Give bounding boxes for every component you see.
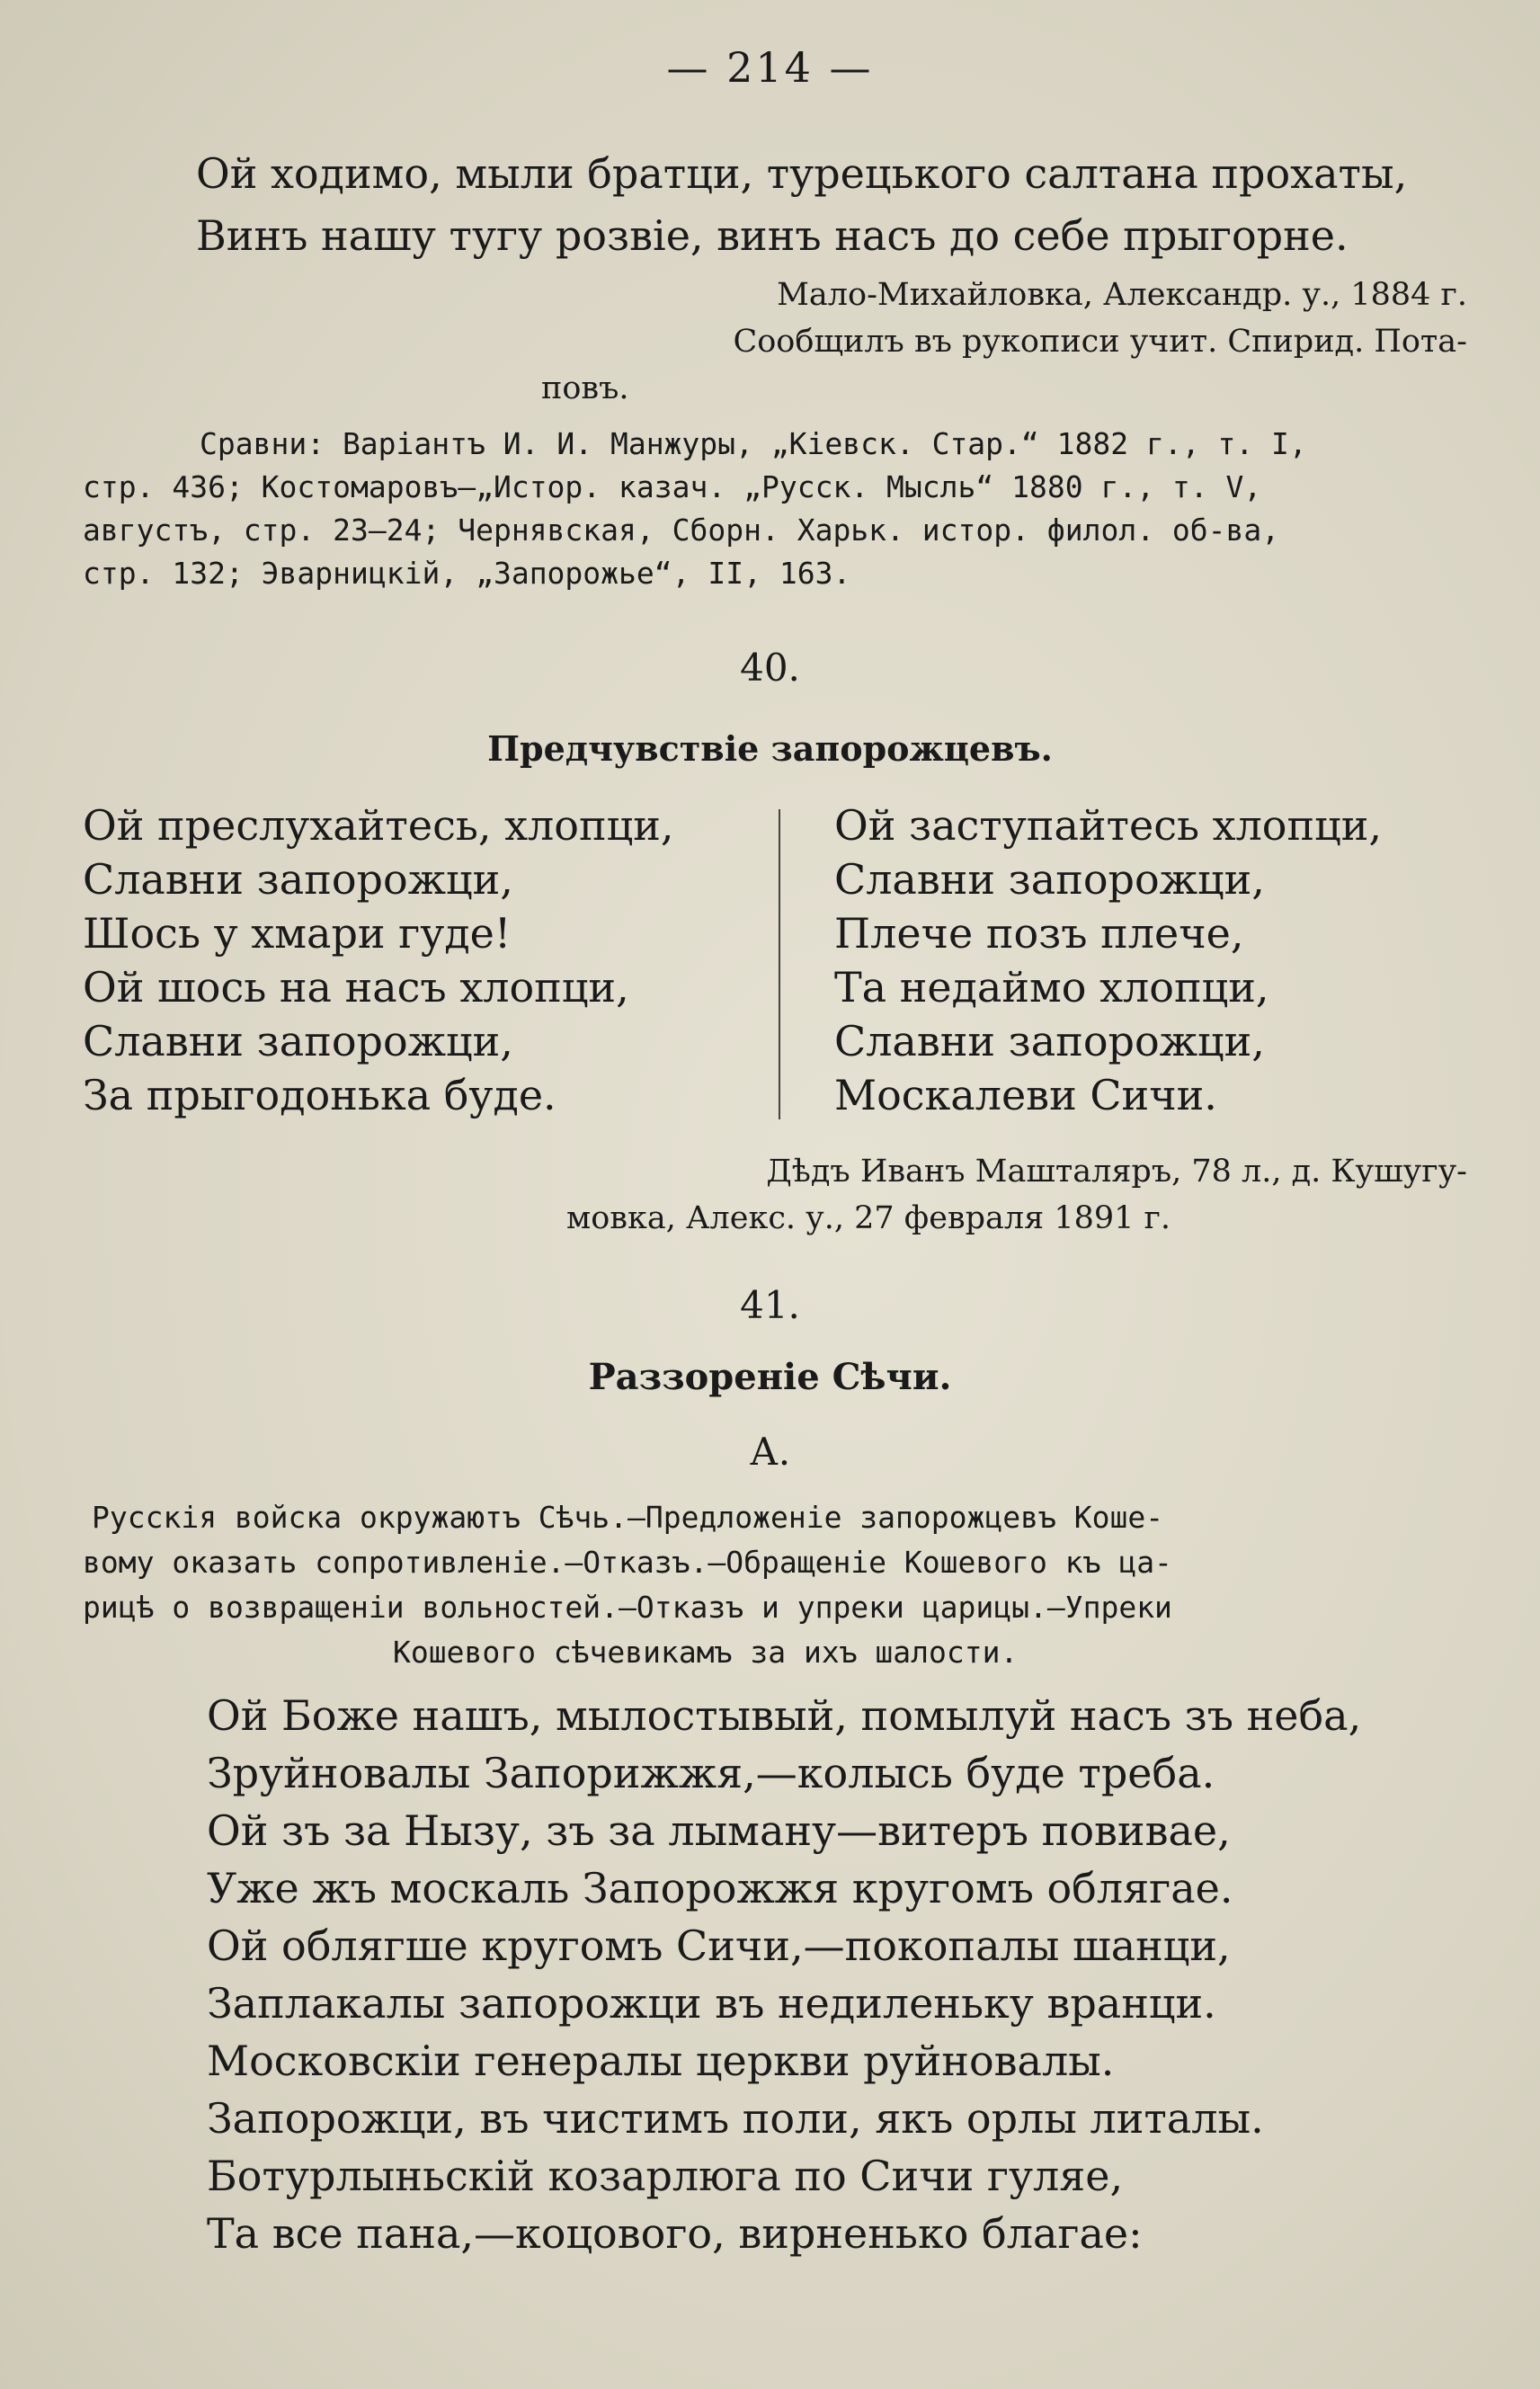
verse-line: Та все пана,—коцового, вирненько благае:: [207, 2209, 1143, 2258]
verse-line: Ой преслухайтесь, хлопци,: [83, 801, 674, 850]
verse-line: Зруйновалы Запорижжя,—колысь буде треба.: [207, 1749, 1215, 1797]
song41-verse: [207, 1687, 1361, 2262]
verse-line: Заплакалы запорожци въ недиленьку вранци.: [207, 1979, 1216, 2028]
note-line: стр. 436; Костомаровъ—„Истор. казач. „Русск. Мысль“ 1880 г., т. V,: [83, 469, 1262, 504]
verse-line: Московскіи генералы церкви руйновалы.: [207, 2037, 1115, 2085]
verse-line: Плече позъ плече,: [834, 909, 1244, 958]
column-divider: [779, 809, 780, 1119]
verse-line: Винъ нашу тугу розвіе, винъ насъ до себе прыгорне.: [196, 211, 1349, 260]
verse-line: Та недаймо хлопци,: [834, 963, 1269, 1012]
note-line: стр. 132; Эварницкій, „Запорожье“, II, 163.: [83, 556, 851, 591]
verse-line: Москалеви Сичи.: [834, 1071, 1217, 1119]
compare-note: [83, 423, 1467, 595]
verse-line: Ой заступайтесь хлопци,: [834, 801, 1383, 850]
page-number: — 214 —: [666, 43, 874, 92]
left-column: [83, 798, 674, 1122]
verse-line: За прыгодонька буде.: [83, 1071, 556, 1119]
top-source: [541, 272, 1467, 412]
verse-line: Запорожци, въ чистимъ поли, якъ орлы литалы.: [207, 2094, 1264, 2143]
summary-line: рицѣ о возвращеніи вольностей.—Отказъ и упреки царицы.—Упреки: [83, 1590, 1172, 1625]
verse-line: Славни запорожци,: [83, 855, 513, 904]
verse-line: Славни запорожци,: [834, 1017, 1265, 1065]
song40-source: [539, 1148, 1467, 1242]
verse-line: Шось у хмари гуде!: [83, 909, 512, 958]
right-column: [834, 798, 1382, 1122]
song-number: 41.: [740, 1283, 800, 1327]
song41-summary: [83, 1495, 1467, 1675]
verse-line: Славни запорожци,: [834, 855, 1265, 904]
note-line: Сравни: Варіантъ И. И. Манжуры, „Кіевск. Стар.“ 1882 г., т. I,: [200, 426, 1307, 461]
source-line: повъ.: [541, 370, 629, 406]
song-title: Предчувствіе запорожцевъ.: [487, 728, 1053, 769]
verse-line: Уже жъ москаль Запорожжя кругомъ облягае.: [207, 1864, 1233, 1912]
verse-line: Ботурлыньскій козарлюга по Сичи гуляе,: [207, 2152, 1124, 2200]
song-number: 40.: [740, 646, 800, 690]
variant-label: А.: [749, 1430, 791, 1474]
source-line: Сообщилъ въ рукописи учит. Спирид. Пота-: [733, 324, 1467, 360]
note-line: августъ, стр. 23—24; Чернявская, Сборн. Харьк. истор. филол. об-ва,: [83, 513, 1280, 548]
source-line: Дѣдъ Иванъ Машталяръ, 78 л., д. Кушугу-: [766, 1154, 1467, 1190]
verse-line: Ой ходимо, мыли братци, турецького салтана прохаты,: [196, 149, 1408, 198]
summary-line: Русскія войска окружаютъ Сѣчь.—Предложеніе запорожцевъ Коше-: [92, 1500, 1164, 1535]
verse-line: Ой облягше кругомъ Сичи,—покопалы шанци,: [207, 1921, 1231, 1970]
verse-line: Ой Боже нашъ, мылостывый, помылуй насъ зъ неба,: [207, 1691, 1362, 1740]
top-verse: [196, 140, 1407, 270]
source-line: мовка, Алекс. у., 27 февраля 1891 г.: [566, 1200, 1171, 1236]
verse-line: Славни запорожци,: [83, 1017, 513, 1065]
summary-line: Кошевого сѣчевикамъ за ихъ шалости.: [393, 1635, 1019, 1670]
verse-line: Ой зъ за Нызу, зъ за лыману—витеръ повивае,: [207, 1806, 1231, 1855]
verse-line: Ой шось на насъ хлопци,: [83, 963, 629, 1012]
source-line: Мало-Михайловка, Александр. у., 1884 г.: [777, 277, 1467, 313]
summary-line: вому оказать сопротивленіе.—Отказъ.—Обращеніе Кошевого къ ца-: [83, 1545, 1172, 1580]
song-title: Раззореніе Сѣчи.: [588, 1356, 952, 1398]
